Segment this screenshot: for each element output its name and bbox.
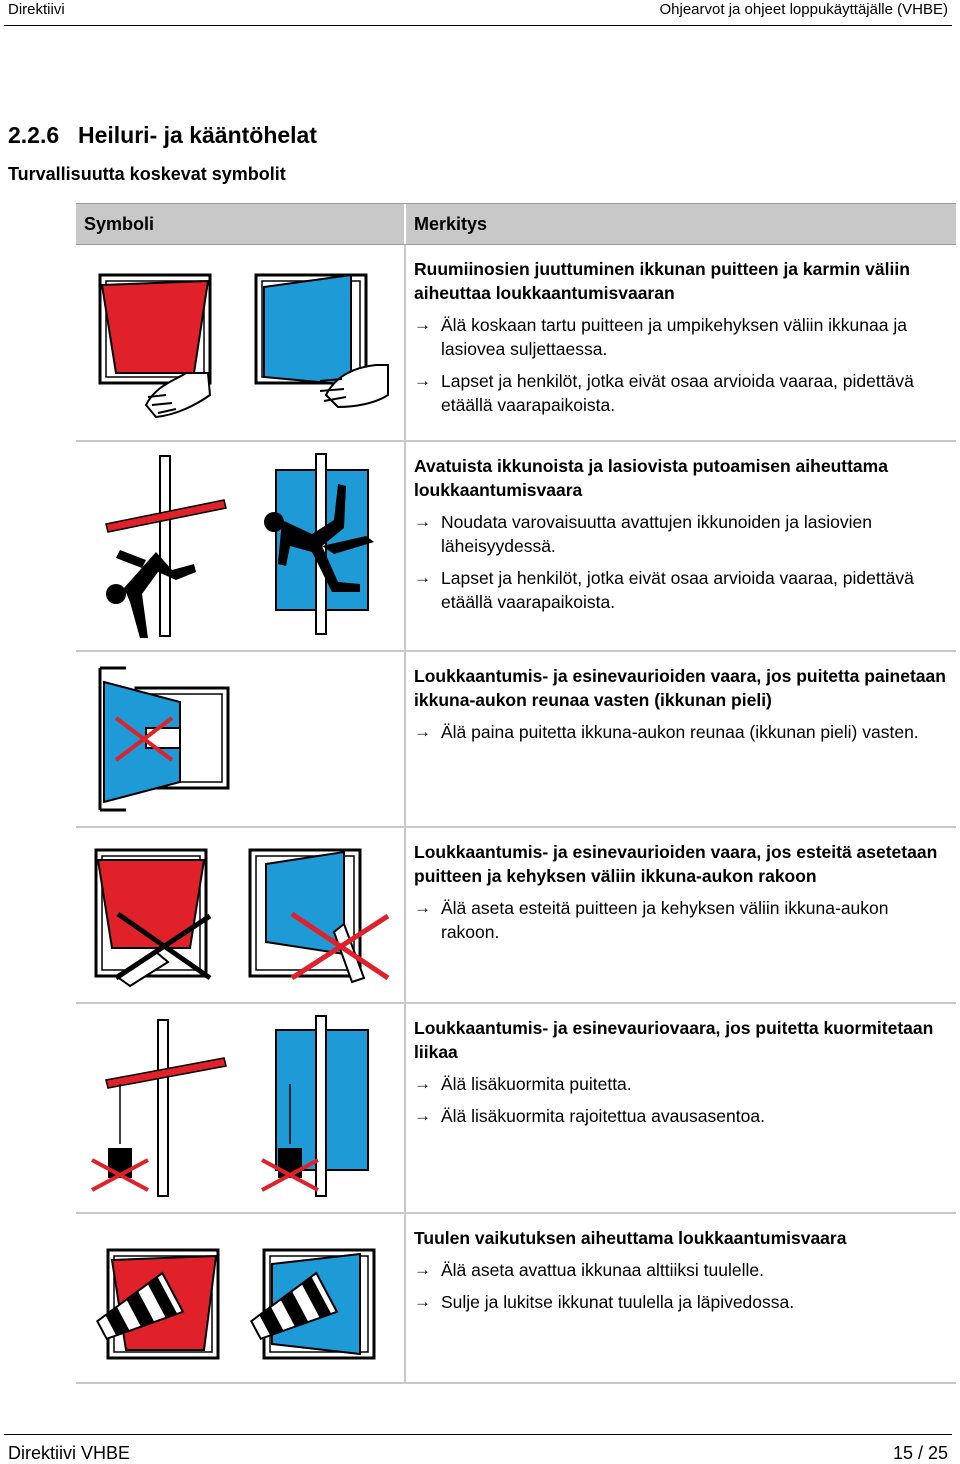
bullet-item: → Sulje ja lukitse ikkunat tuulella ja läpivedossa. <box>414 1292 795 1312</box>
arrow-icon: → <box>414 315 431 334</box>
section-title <box>8 122 317 149</box>
footer-left: Direktiivi VHBE <box>8 1443 131 1463</box>
bullet-item: → Lapset ja henkilöt, jotka eivät osaa arvioida vaaraa, pidettävä etäällä vaarapaikoista. <box>414 568 914 612</box>
section-title-text: Heiluri- ja kääntöhelat <box>78 122 318 148</box>
header-right: Ohjearvot ja ohjeet loppukäyttäjälle (VHBE) <box>659 1 948 18</box>
bullet-item: → Älä lisäkuormita rajoitettua avausasentoa. <box>414 1106 765 1126</box>
arrow-icon: → <box>414 1106 431 1125</box>
arrow-icon: → <box>414 1292 431 1311</box>
row-title: Tuulen vaikutuksen aiheuttama loukkaantumisvaara <box>414 1228 847 1248</box>
header-left: Direktiivi <box>8 1 65 18</box>
symbols-table <box>76 203 956 1384</box>
wind-symbol <box>76 1214 404 1382</box>
bullet-item: → Älä aseta avattua ikkunaa alttiiksi tuulelle. <box>414 1260 764 1280</box>
bullet-item: → Lapset ja henkilöt, jotka eivät osaa arvioida vaaraa, pidettävä etäällä vaarapaikoista. <box>414 371 914 415</box>
table-row <box>76 1004 956 1214</box>
section-number: 2.2.6 <box>8 122 60 148</box>
row-title: Loukkaantumis- ja esinevauriovaara, jos puitetta kuormitetaan liikaa <box>414 1018 934 1062</box>
falling-person-symbol <box>76 442 404 650</box>
arrow-icon: → <box>414 1260 431 1279</box>
row-title: Loukkaantumis- ja esinevaurioiden vaara, jos puitetta painetaan ikkuna-aukon reunaa vasten (ikkunan pieli) <box>414 666 946 710</box>
bullet-item: → Älä paina puitetta ikkuna-aukon reunaa (ikkunan pieli) vasten. <box>414 722 919 742</box>
overload-symbol <box>76 1004 404 1212</box>
header-rule <box>4 25 952 26</box>
page-header <box>0 0 960 28</box>
bullet-item: → Älä lisäkuormita puitetta. <box>414 1074 632 1094</box>
bullet-item: → Noudata varovaisuutta avattujen ikkunoiden ja lasiovien läheisyydessä. <box>414 512 872 556</box>
row-title: Ruumiinosien juuttuminen ikkunan puitteen ja karmin väliin aiheuttaa loukkaantumisvaaran <box>414 259 910 303</box>
bullet-item: → Älä koskaan tartu puitteen ja umpikehyksen väliin ikkunaa ja lasiovea suljettaessa. <box>414 315 907 359</box>
footer-rule <box>4 1434 952 1435</box>
table-row <box>76 245 956 442</box>
table-row <box>76 442 956 652</box>
arrow-icon: → <box>414 371 431 390</box>
arrow-icon: → <box>414 898 431 917</box>
table-row <box>76 828 956 1004</box>
subtitle: Turvallisuutta koskevat symbolit <box>8 164 286 184</box>
sash-against-reveal-symbol <box>76 652 404 826</box>
table-row <box>76 1214 956 1384</box>
table-row <box>76 652 956 828</box>
row-title: Avatuista ikkunoista ja lasiovista putoamisen aiheuttama loukkaantumisvaara <box>414 456 888 500</box>
trapped-hand-symbol <box>76 245 404 440</box>
arrow-icon: → <box>414 722 431 741</box>
table-header <box>76 203 956 245</box>
arrow-icon: → <box>414 568 431 587</box>
obstacle-in-gap-symbol <box>76 828 404 1002</box>
arrow-icon: → <box>414 1074 431 1093</box>
row-title: Loukkaantumis- ja esinevaurioiden vaara, jos esteitä asetetaan puitteen ja kehyksen väliin ikkuna-aukon rakoon <box>414 842 938 886</box>
col-symbol-header: Symboli <box>84 214 155 234</box>
arrow-icon: → <box>414 512 431 531</box>
page-number: 15 / 25 <box>892 1443 948 1463</box>
bullet-item: → Älä aseta esteitä puitteen ja kehyksen väliin ikkuna-aukon rakoon. <box>414 898 889 942</box>
col-meaning-header: Merkitys <box>414 214 488 234</box>
